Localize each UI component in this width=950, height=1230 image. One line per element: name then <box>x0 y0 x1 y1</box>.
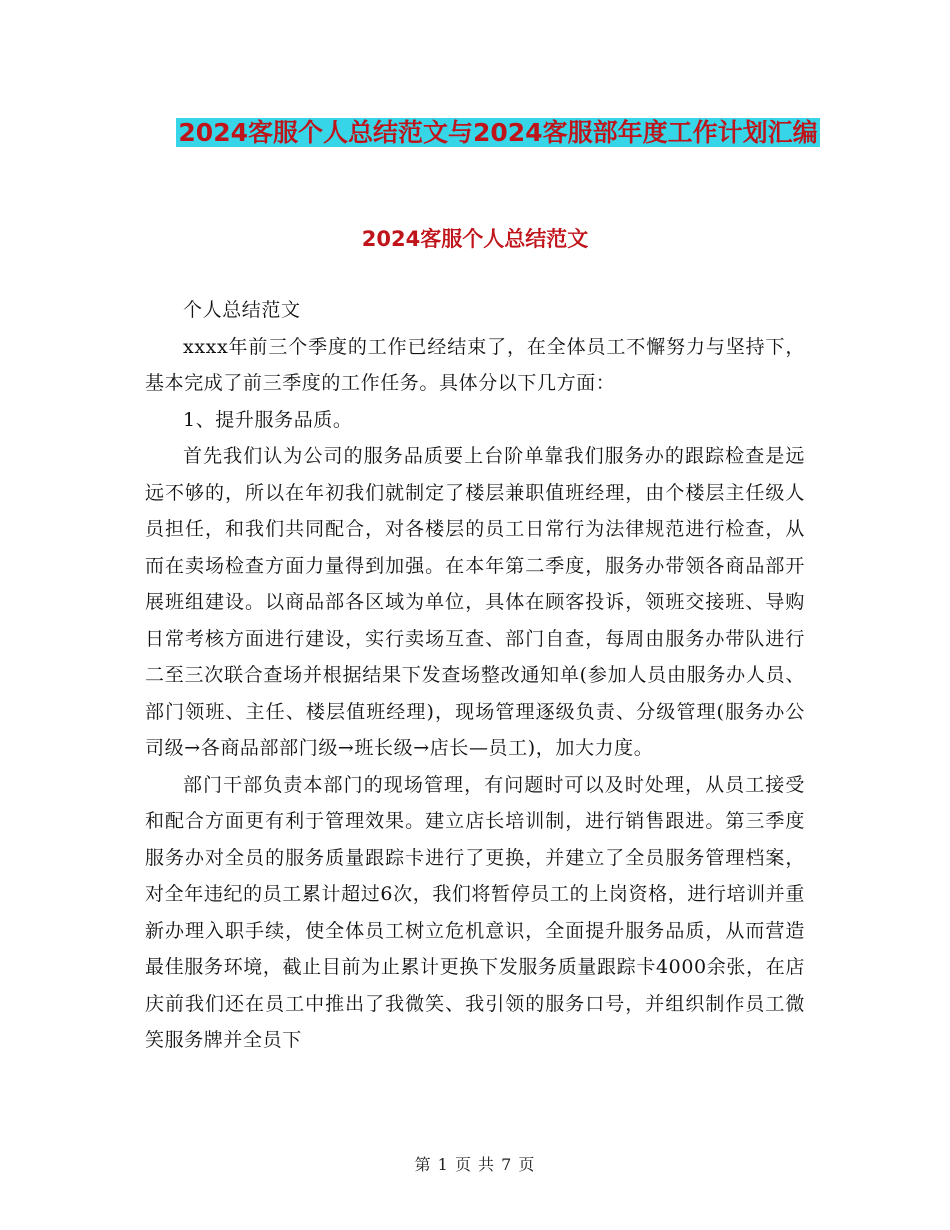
paragraph: 1、提升服务品质。 <box>183 408 353 431</box>
body-text <box>145 292 805 1059</box>
section-title: 2024客服个人总结范文 <box>361 227 589 251</box>
document-title-text: 2024客服个人总结范文与2024客服部年度工作计划汇编 <box>178 118 818 147</box>
document-title <box>140 112 856 154</box>
paragraph: 个人总结范文 <box>183 299 301 321</box>
paragraph: 首先我们认为公司的服务品质要上台阶单靠我们服务办的跟踪检查是远远不够的，所以在年初我们就制定了楼层兼职值班经理，由个楼层主任级人员担任，和我们共同配合，对各楼层的员工日常行为法律规范进行检查，从而在卖场检查方面力量得到加强。在本年第二季度，服务办带领各商品部开展班组建设。以商品部各区域为单位，具体在顾客投诉，领班交接班、导购日常考核方面进行建设，实行卖场互查、部门自查，每周由服务办带队进行二至三次联合查场并根据结果下发查场整改通知单(参加人员由服务办人员、部门领班、主任、楼层值班经理)，现场管理逐级负责、分级管理(服务办公司级→各商品部部门级→班长级→店长—员工)，加大力度。 <box>145 445 805 759</box>
paragraph: 部门干部负责本部门的现场管理，有问题时可以及时处理，从员工接受和配合方面更有利于管理效果。建立店长培训制，进行销售跟进。第三季度服务办对全员的服务质量跟踪卡进行了更换，并建立了全员服务管理档案，对全年违纪的员工累计超过6次，我们将暂停员工的上岗资格，进行培训并重新办理入职手续，使全体员工树立危机意识，全面提升服务品质，从而营造最佳服务环境，截止目前为止累计更换下发服务质量跟踪卡4000余张，在店庆前我们还在员工中推出了我微笑、我引领的服务口号，并组织制作员工微笑服务牌并全员下 <box>145 773 805 1051</box>
page-footer: 第 1 页 共 7 页 <box>414 1155 536 1174</box>
paragraph: xxxx年前三个季度的工作已经结束了，在全体员工不懈努力与坚持下，基本完成了前三季度的工作任务。具体分以下几方面： <box>145 335 805 394</box>
